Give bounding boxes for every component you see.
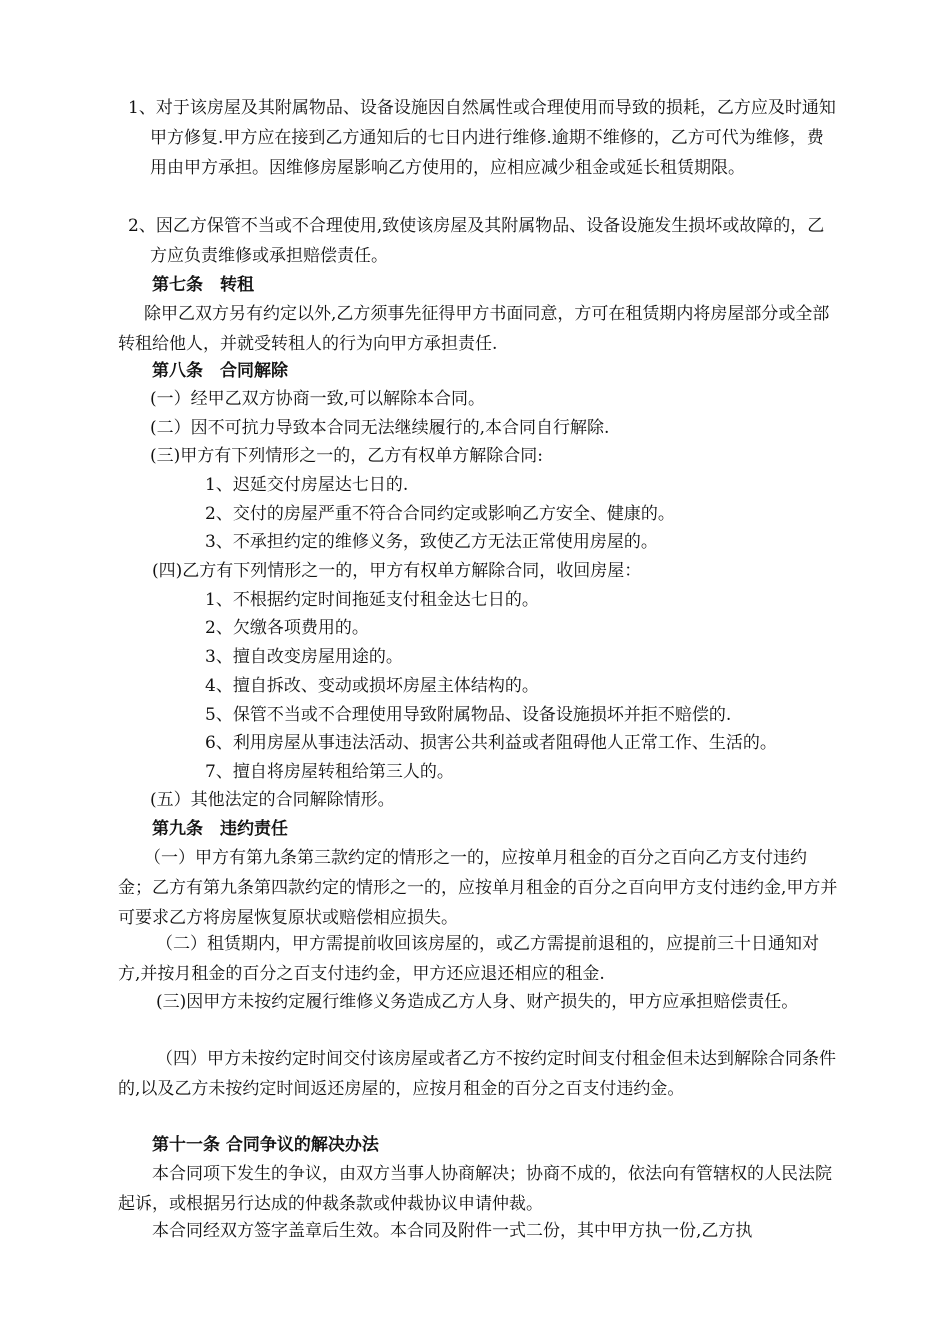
article-9-clause-1: （一）甲方有第九条第三款约定的情形之一的，应按单月租金的百分之百向乙方支付违约金；乙方有第九条第四款约定的情形之一的，应按单月租金的百分之百向甲方支付违约金,甲方并可要求乙方将房屋恢复原状或赔偿相应损失。 <box>118 848 838 928</box>
article-8-4-item-3: 3、擅自改变房屋用途的。 <box>205 647 403 667</box>
article-8-clause-3: (三)甲方有下列情形之一的，乙方有权单方解除合同: <box>150 446 543 466</box>
article-9-clause-2: （二）租赁期内，甲方需提前收回该房屋的，或乙方需提前退租的，应提前三十日通知对方,并按月租金的百分之百支付违约金，甲方还应退还相应的租金. <box>118 934 819 984</box>
clause-6-item-1: 1、对于该房屋及其附属物品、设备设施因自然属性或合理使用而导致的损耗，乙方应及时通知甲方修复.甲方应在接到乙方通知后的七日内进行维修.逾期不维修的，乙方可代为维修，费用由甲方承担。因维修房屋影响乙方使用的，应相应减少租金或延长租赁期限。 <box>128 98 836 178</box>
article-8-3-item-1: 1、迟延交付房屋达七日的. <box>205 475 409 495</box>
article-11-text: 本合同项下发生的争议，由双方当事人协商解决；协商不成的，依法向有管辖权的人民法院起诉，或根据另行达成的仲裁条款或仲裁协议申请仲裁。 <box>118 1164 832 1214</box>
article-9-clause-3: (三)因甲方未按约定履行维修义务造成乙方人身、财产损失的，甲方应承担赔偿责任。 <box>156 992 799 1012</box>
article-7-text: 除甲乙双方另有约定以外,乙方须事先征得甲方书面同意，方可在租赁期内将房屋部分或全部转租给他人，并就受转租人的行为向甲方承担责任. <box>118 304 830 354</box>
article-8-4-item-4: 4、擅自拆改、变动或损坏房屋主体结构的。 <box>205 676 539 696</box>
closing-paragraph: 本合同经双方签字盖章后生效。本合同及附件一式二份，其中甲方执一份,乙方执 <box>152 1221 753 1241</box>
article-8-title: 第八条 合同解除 <box>152 361 288 381</box>
article-8-4-item-2: 2、欠缴各项费用的。 <box>205 618 369 638</box>
article-8-clause-2: (二）因不可抗力导致本合同无法继续履行的,本合同自行解除. <box>150 418 610 438</box>
article-8-4-item-5: 5、保管不当或不合理使用导致附属物品、设备设施损坏并拒不赔偿的. <box>205 705 732 725</box>
article-9-title: 第九条 违约责任 <box>152 819 288 839</box>
article-8-4-item-1: 1、不根据约定时间拖延支付租金达七日的。 <box>205 590 539 610</box>
clause-6-item-2: 2、因乙方保管不当或不合理使用,致使该房屋及其附属物品、设备设施发生损坏或故障的，乙方应负责维修或承担赔偿责任。 <box>128 216 825 266</box>
article-8-4-item-6: 6、利用房屋从事违法活动、损害公共利益或者阻碍他人正常工作、生活的。 <box>205 733 777 753</box>
article-8-3-item-3: 3、不承担约定的维修义务，致使乙方无法正常使用房屋的。 <box>205 532 658 552</box>
article-9-clause-4: （四）甲方未按约定时间交付该房屋或者乙方不按约定时间支付租金但未达到解除合同条件的,以及乙方未按约定时间返还房屋的，应按月租金的百分之百支付违约金。 <box>118 1049 836 1099</box>
article-8-3-item-2: 2、交付的房屋严重不符合合同约定或影响乙方安全、健康的。 <box>205 504 675 524</box>
article-8-clause-1: (一）经甲乙双方协商一致,可以解除本合同。 <box>150 389 486 409</box>
article-7-title: 第七条 转租 <box>152 275 254 295</box>
article-8-clause-5: (五）其他法定的合同解除情形。 <box>150 790 395 810</box>
article-11-title: 第十一条 合同争议的解决办法 <box>152 1135 379 1155</box>
article-8-4-item-7: 7、擅自将房屋转租给第三人的。 <box>205 762 454 782</box>
article-8-clause-4: (四)乙方有下列情形之一的，甲方有权单方解除合同，收回房屋： <box>152 561 642 581</box>
